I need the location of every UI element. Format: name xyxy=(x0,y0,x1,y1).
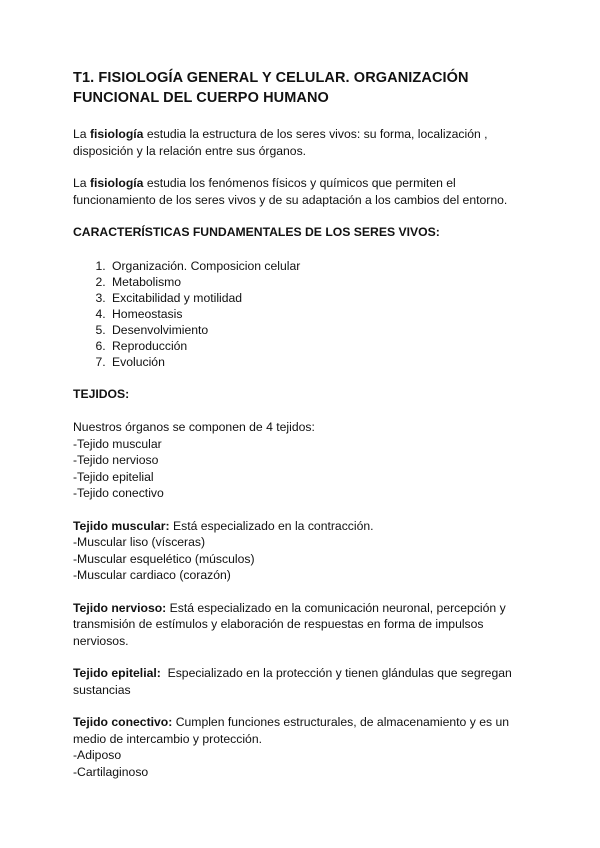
muscular-section xyxy=(73,518,540,584)
list-item: 6. Reproducción xyxy=(109,338,540,354)
tejidos-list-item: -Tejido conectivo xyxy=(73,486,164,500)
list-item: 4. Homeostasis xyxy=(109,306,540,322)
conectivo-term: Tejido conectivo: xyxy=(73,715,173,729)
tejidos-block xyxy=(73,419,540,502)
definition-paragraph-1 xyxy=(73,126,540,159)
title-line-2: FUNCIONAL DEL CUERPO HUMANO xyxy=(73,90,329,106)
para2-post: estudia los fenómenos físicos y químicos que permiten el funcionamiento de los seres vivos y de su adaptación a los cambios del entorno. xyxy=(73,176,508,207)
list-item: 3. Excitabilidad y motilidad xyxy=(109,290,540,306)
para1-bold-term: fisiología xyxy=(89,127,144,141)
list-item: 5. Desenvolvimiento xyxy=(109,322,540,338)
conectivo-text: Cumplen funciones estructurales, de almacenamiento y es un medio de intercambio y protección. xyxy=(73,715,510,746)
list-item: 2. Metabolismo xyxy=(109,274,540,290)
tejidos-list-item: -Tejido epitelial xyxy=(73,469,154,484)
tejidos-list-item: -Tejido muscular xyxy=(73,436,162,451)
epitelial-term: Tejido epitelial: xyxy=(73,666,161,680)
para2-bold-term: fisiología xyxy=(89,176,144,190)
nervioso-section xyxy=(73,600,540,650)
tejidos-intro: Nuestros órganos se componen de 4 tejidos: xyxy=(73,420,315,434)
characteristics-heading: CARACTERÍSTICAS FUNDAMENTALES DE LOS SERES VIVOS: xyxy=(73,225,440,239)
epitelial-text: Especializado en la protección y tienen glándulas que segregan sustancias xyxy=(73,666,516,697)
muscular-item: -Muscular esquelético (músculos) xyxy=(73,551,255,566)
conectivo-section xyxy=(73,714,540,780)
para2-pre: La xyxy=(73,176,90,190)
para1-post: estudia la estructura de los seres vivos: su forma, localización , disposición y la relación entre sus órganos. xyxy=(73,127,488,158)
conectivo-item: -Adiposo xyxy=(73,748,122,762)
muscular-term: Tejido muscular: xyxy=(73,518,170,533)
characteristics-list xyxy=(73,258,540,370)
muscular-text: Está especializado en la contracción. xyxy=(169,518,374,533)
list-item: 7. Evolución xyxy=(109,354,540,370)
muscular-definition xyxy=(73,518,540,535)
tejidos-heading: TEJIDOS: xyxy=(73,386,130,401)
list-item: 1. Organización. Composicion celular xyxy=(109,258,540,274)
definition-paragraph-2 xyxy=(73,175,540,208)
title-line-1: T1. FISIOLOGÍA GENERAL Y CELULAR. ORGANIZACIÓN xyxy=(73,70,469,86)
nervioso-text: Está especializado en la comunicación neuronal, percepción y transmisión de estímulos y elaboración de respuestas en forma de impulsos nerviosos. xyxy=(73,600,506,648)
tejidos-list-item: -Tejido nervioso xyxy=(73,453,159,467)
muscular-item: -Muscular liso (vísceras) xyxy=(73,535,206,549)
conectivo-definition xyxy=(73,714,540,747)
muscular-item: -Muscular cardiaco (corazón) xyxy=(73,568,231,582)
conectivo-item: -Cartilaginoso xyxy=(73,764,149,779)
page-title xyxy=(73,68,540,108)
nervioso-term: Tejido nervioso: xyxy=(73,600,167,615)
para1-pre: La xyxy=(73,127,90,141)
epitelial-section xyxy=(73,665,540,698)
